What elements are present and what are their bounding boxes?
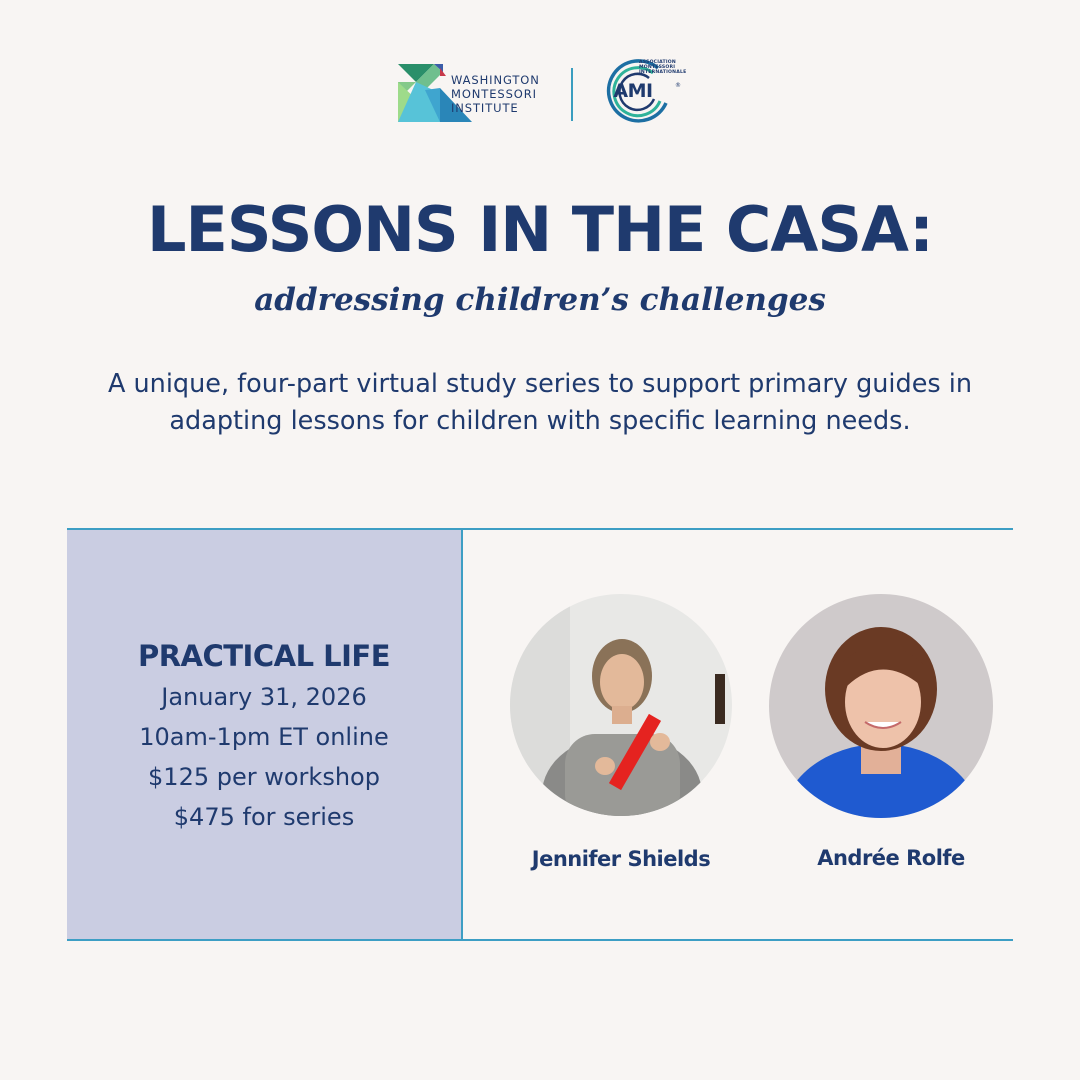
ami-assoc-line-3: INTERNATIONALE (639, 70, 687, 75)
logo-bar (0, 58, 1080, 132)
event-price-workshop: $125 per workshop (148, 763, 380, 791)
event-panel (67, 530, 461, 939)
wmi-line-2: MONTESSORI (451, 87, 537, 101)
ami-logo (598, 58, 698, 132)
ami-assoc-line-1: ASSOCIATION (639, 60, 676, 65)
speaker-photo-jennifer (510, 594, 732, 816)
page-subtitle: addressing children’s challenges (254, 282, 826, 318)
divider-top (67, 528, 1013, 530)
series-description: A unique, four-part virtual study series to support primary guides in adapting lessons for children with specific learning needs. (107, 369, 973, 436)
wmi-line-1: WASHINGTON (451, 73, 540, 87)
page-title: LESSONS IN THE CASA: (147, 193, 933, 266)
divider-bottom (67, 939, 1013, 941)
event-price-series: $475 for series (173, 803, 355, 831)
ami-registered: ® (675, 82, 681, 89)
divider-vertical (461, 528, 463, 941)
event-time: 10am-1pm ET online (139, 723, 389, 751)
speaker-name-andree: Andrée Rolfe (817, 846, 965, 870)
event-title: PRACTICAL LIFE (137, 639, 391, 673)
wmi-logo (396, 64, 556, 126)
speaker-name-jennifer: Jennifer Shields (531, 847, 711, 871)
wmi-line-3: INSTITUTE (451, 101, 519, 115)
speaker-photo-andree (769, 594, 993, 818)
logo-divider (571, 68, 573, 121)
ami-mark: AMI (613, 80, 653, 102)
ami-assoc-line-2: MONTESSORI (639, 65, 676, 70)
event-date: January 31, 2026 (161, 683, 367, 711)
